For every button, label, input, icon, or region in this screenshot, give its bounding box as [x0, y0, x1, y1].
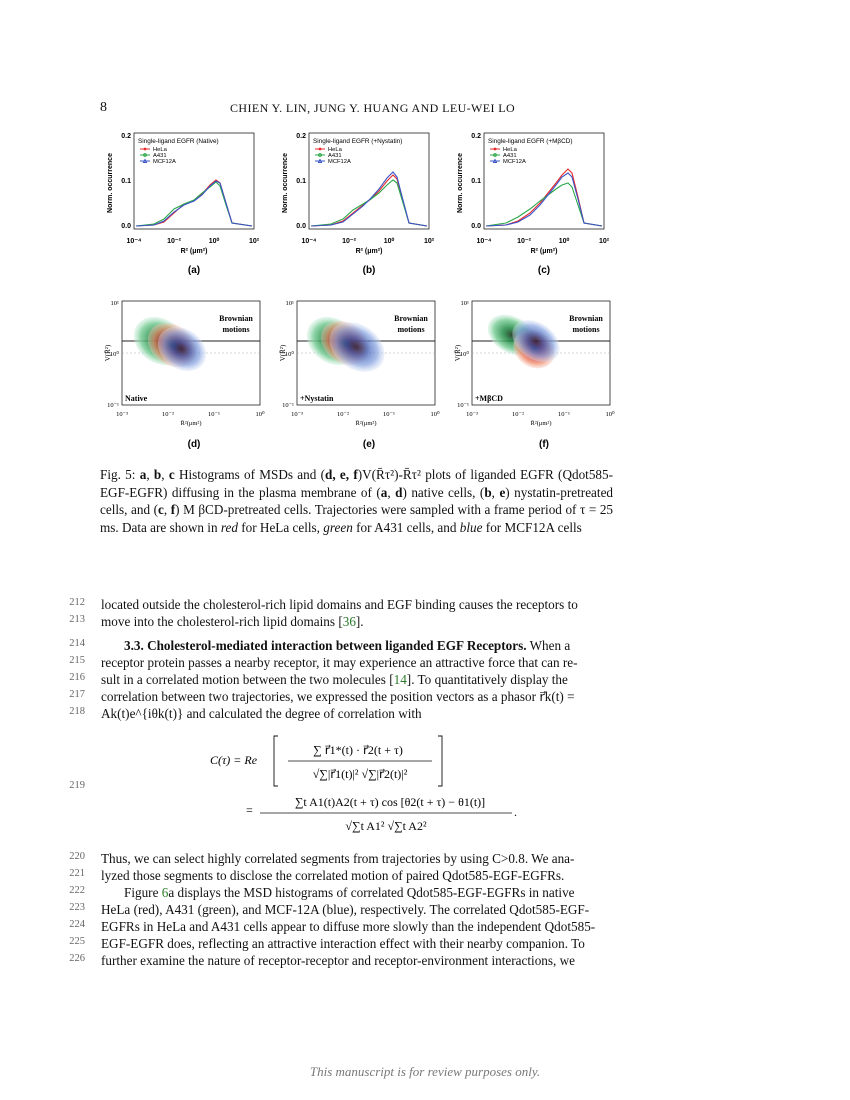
- body-text: located outside the cholesterol-rich lipid domains and EGF binding causes the receptors to: [101, 597, 578, 612]
- caption-bold: a: [139, 467, 147, 482]
- x-tick: 10⁰: [430, 411, 440, 418]
- equation-denominator: √∑t A1² √∑t A2²: [345, 819, 427, 833]
- panel-title: Single-ligand EGFR (+Nystatin): [313, 138, 403, 145]
- citation-link[interactable]: 14: [393, 672, 407, 687]
- body-text: When a: [526, 638, 571, 653]
- line-number: 218: [69, 706, 85, 717]
- y-tick: 0.1: [471, 178, 481, 185]
- brownian-label: motions: [397, 325, 425, 334]
- body-line: [101, 688, 613, 705]
- correlation-equation: [200, 734, 530, 838]
- y-axis-label: V(R̄²): [454, 344, 462, 362]
- body-text: lyzed those segments to disclose the correlated motion of paired Qdot585-EGF-EGFRs.: [101, 868, 565, 883]
- condition-label: +MβCD: [475, 394, 503, 403]
- caption-bold: d: [395, 484, 403, 500]
- equation-period: .: [514, 805, 517, 819]
- legend-entry: A431: [328, 153, 342, 159]
- condition-label: Native: [125, 394, 148, 403]
- x-tick: 10⁻¹: [558, 411, 570, 418]
- body-line: [101, 935, 613, 952]
- line-number: 221: [69, 868, 85, 879]
- citation-link[interactable]: 36: [342, 614, 356, 629]
- line-number: 220: [69, 851, 85, 862]
- caption-label: Fig. 5:: [100, 467, 136, 482]
- y-tick: 0.2: [471, 133, 481, 140]
- body-text: Figure: [124, 885, 162, 900]
- x-tick: 10⁻³: [466, 411, 478, 418]
- line-number: 224: [69, 919, 85, 930]
- body-text: sult in a correlated motion between the two molecules [: [101, 672, 394, 687]
- legend-entry: HeLa: [503, 147, 517, 153]
- body-line: [101, 613, 613, 630]
- y-tick: 0.2: [296, 133, 306, 140]
- equation-equals: =: [246, 803, 253, 817]
- legend-entry: A431: [503, 153, 517, 159]
- x-tick: 10⁻³: [291, 411, 303, 418]
- panel-letter: (d): [187, 439, 201, 450]
- y-tick: 0.2: [121, 133, 131, 140]
- panel-f: [454, 300, 615, 450]
- section-heading: 3.3. Cholesterol-mediated interaction between liganded EGF Receptors.: [124, 638, 527, 653]
- x-tick: 10⁻²: [512, 411, 524, 418]
- caption-text: ,: [163, 502, 171, 517]
- caption-bold: b: [484, 484, 492, 500]
- line-number: 212: [69, 597, 85, 608]
- brownian-label: Brownian: [394, 314, 428, 323]
- caption-text: ,: [146, 467, 154, 482]
- brownian-label: motions: [222, 325, 250, 334]
- body-text: ]. To quantitatively display the: [406, 672, 568, 687]
- review-footer: This manuscript is for review purposes only.: [309, 1064, 541, 1079]
- figure-caption: [100, 466, 613, 536]
- panel-title: Single-ligand EGFR (+MβCD): [488, 138, 573, 145]
- y-tick: 10⁻¹: [282, 402, 294, 409]
- legend-entry: MCF12A: [328, 159, 351, 165]
- x-tick: 10²: [248, 238, 260, 245]
- body-text: HeLa (red), A431 (green), and MCF-12A (blue), respectively. The correlated Qdot585-EGF-: [101, 902, 590, 917]
- caption-bold: a: [380, 484, 388, 500]
- x-tick: 10⁻⁴: [301, 238, 317, 245]
- legend-entry: MCF12A: [503, 159, 526, 165]
- body-line: [101, 918, 613, 935]
- body-line: [101, 654, 613, 671]
- panel-letter: (c): [537, 265, 551, 276]
- line-number: 222: [69, 885, 85, 896]
- panel-letter: (a): [187, 265, 201, 276]
- caption-text: ) nystatin-pretreated cells, and (: [100, 484, 614, 517]
- x-axis-label: R² (μm²): [530, 248, 558, 255]
- x-axis-label: R̄²(μm²): [355, 420, 377, 427]
- equation-denominator: √∑|r⃗1(t)|² √∑|r⃗2(t)|²: [312, 767, 408, 781]
- line-number: 215: [69, 655, 85, 666]
- x-tick: 10⁻⁴: [126, 238, 142, 245]
- caption-bold: c: [168, 467, 175, 482]
- legend-entry: HeLa: [153, 147, 167, 153]
- caption-bold: b: [153, 467, 162, 482]
- brownian-label: Brownian: [569, 314, 603, 323]
- section-heading-line: [124, 637, 613, 654]
- caption-bold: d, e, f: [325, 467, 358, 482]
- body-text: further examine the nature of receptor-receptor and receptor-environment interactions, we: [101, 953, 575, 968]
- y-tick: 10⁻¹: [457, 402, 469, 409]
- figure-link[interactable]: 6: [161, 885, 169, 900]
- brownian-label: Brownian: [219, 314, 253, 323]
- y-tick: 10¹: [110, 300, 119, 307]
- x-tick: 10⁰: [208, 238, 220, 245]
- y-tick: 0.0: [296, 223, 306, 230]
- page-number: 8: [100, 100, 107, 115]
- caption-italic: green: [323, 519, 353, 535]
- x-tick: 10⁰: [255, 411, 265, 418]
- body-text: EGFRs in HeLa and A431 cells appear to diffuse more slowly than the independent Qdot585-: [101, 919, 596, 934]
- body-text: a displays the MSD histograms of correlated Qdot585-EGF-EGFRs in native: [168, 885, 575, 900]
- caption-text: )V(R̄τ²)-R̄τ² plots of liganded EGFR (Qdot585-EGF-EGFR) diffusing in the plasma membrane of (: [100, 467, 613, 500]
- caption-text: ,: [387, 484, 396, 500]
- panel-title: Single-ligand EGFR (Native): [138, 138, 219, 145]
- y-tick: 10⁰: [284, 351, 294, 358]
- condition-label: +Nystatin: [300, 394, 334, 403]
- x-tick: 10²: [423, 238, 435, 245]
- panel-e: [279, 300, 440, 450]
- body-text: receptor protein passes a nearby receptor, it may experience an attractive force that can re-: [101, 655, 578, 670]
- line-number: 214: [69, 638, 85, 649]
- line-number: 213: [69, 614, 85, 625]
- panel-a: [107, 133, 260, 276]
- y-axis-label: V(R̄²): [279, 344, 287, 362]
- caption-bold: f: [170, 502, 176, 517]
- panel-d: [104, 300, 265, 450]
- y-tick: 10¹: [285, 300, 294, 307]
- x-tick: 10⁻²: [337, 411, 349, 418]
- caption-italic: blue: [459, 519, 483, 535]
- caption-bold: c: [158, 502, 164, 517]
- panel-letter: (b): [362, 265, 376, 276]
- caption-text: ) M βCD-pretreated cells. Trajectories were sampled with a frame period of τ = 25 ms. Data are shown in: [100, 502, 614, 535]
- caption-text: ) native cells, (: [402, 484, 485, 500]
- x-tick: 10⁻¹: [383, 411, 395, 418]
- x-tick: 10⁻²: [342, 238, 356, 245]
- body-text: Thus, we can select highly correlated segments from trajectories by using C>0.8. We ana-: [101, 851, 575, 866]
- caption-text: Histograms of MSDs and (: [174, 467, 325, 482]
- body-line: [101, 850, 613, 867]
- figure-5: [100, 125, 640, 465]
- y-axis-label: V(R̄²): [104, 344, 112, 362]
- y-tick: 10⁰: [109, 351, 119, 358]
- body-line: [101, 867, 613, 884]
- x-tick: 10⁻³: [116, 411, 128, 418]
- body-text: Ak(t)e^{iθk(t)} and calculated the degree of correlation with: [101, 706, 422, 721]
- panel-c: [457, 133, 610, 276]
- y-axis-label: Norm. occurrence: [282, 153, 289, 213]
- panel-b: [282, 133, 435, 276]
- legend-entry: A431: [153, 153, 167, 159]
- x-axis-label: R² (μm²): [355, 248, 383, 255]
- y-tick: 10¹: [460, 300, 469, 307]
- x-tick: 10⁰: [558, 238, 570, 245]
- y-axis-label: Norm. occurrence: [107, 153, 114, 213]
- body-line: [124, 884, 613, 901]
- body-text: correlation between two trajectories, we expressed the position vectors as a phasor r⃗k(t) =: [101, 689, 575, 704]
- body-line: [101, 671, 613, 688]
- x-tick: 10⁰: [383, 238, 395, 245]
- running-head: CHIEN Y. LIN, JUNG Y. HUANG AND LEU-WEI LO: [230, 101, 516, 115]
- caption-text: for HeLa cells,: [237, 519, 324, 535]
- x-axis-label: R̄²(μm²): [530, 420, 552, 427]
- line-number: 225: [69, 936, 85, 947]
- caption-bold: e: [499, 484, 506, 500]
- line-number: 223: [69, 902, 85, 913]
- equation-numerator: ∑ r⃗1*(t) · r⃗2(t + τ): [313, 743, 403, 757]
- panel-letter: (e): [362, 439, 376, 450]
- caption-text: ,: [161, 467, 169, 482]
- caption-text: for MCF12A cells: [482, 519, 582, 535]
- y-tick: 0.0: [121, 223, 131, 230]
- x-tick: 10⁻¹: [208, 411, 220, 418]
- x-tick: 10⁻²: [162, 411, 174, 418]
- x-tick: 10⁻²: [167, 238, 181, 245]
- y-tick: 0.1: [121, 178, 131, 185]
- line-number: 217: [69, 689, 85, 700]
- body-text: ].: [355, 614, 364, 629]
- panel-letter: (f): [539, 439, 549, 450]
- caption-italic: red: [220, 519, 238, 535]
- x-tick: 10⁻⁴: [476, 238, 492, 245]
- line-number: 216: [69, 672, 85, 683]
- body-line: [101, 952, 613, 969]
- legend-entry: MCF12A: [153, 159, 176, 165]
- y-axis-label: Norm. occurrence: [457, 153, 464, 213]
- legend-entry: HeLa: [328, 147, 342, 153]
- x-tick: 10⁻²: [517, 238, 531, 245]
- x-axis-label: R̄²(μm²): [180, 420, 202, 427]
- body-line: [101, 596, 613, 613]
- line-number: 226: [69, 953, 85, 964]
- y-tick: 0.0: [471, 223, 481, 230]
- body-line: [101, 705, 613, 722]
- x-axis-label: R² (μm²): [180, 248, 208, 255]
- body-text: move into the cholesterol-rich lipid domains [: [101, 614, 343, 629]
- body-text: EGF-EGFR does, reflecting an attractive interaction effect with their nearby companion. To: [101, 936, 585, 951]
- body-line: [101, 901, 613, 918]
- caption-text: for A431 cells, and: [352, 519, 460, 535]
- y-tick: 10⁻¹: [107, 402, 119, 409]
- line-number: 219: [69, 780, 85, 791]
- y-tick: 0.1: [296, 178, 306, 185]
- equation-lhs: C(τ) = Re: [210, 753, 258, 767]
- equation-numerator: ∑t A1(t)A2(t + τ) cos [θ2(t + τ) − θ1(t)]: [294, 795, 486, 809]
- x-tick: 10⁰: [605, 411, 615, 418]
- y-tick: 10⁰: [459, 351, 469, 358]
- brownian-label: motions: [572, 325, 600, 334]
- caption-text: ,: [491, 484, 500, 500]
- x-tick: 10²: [598, 238, 610, 245]
